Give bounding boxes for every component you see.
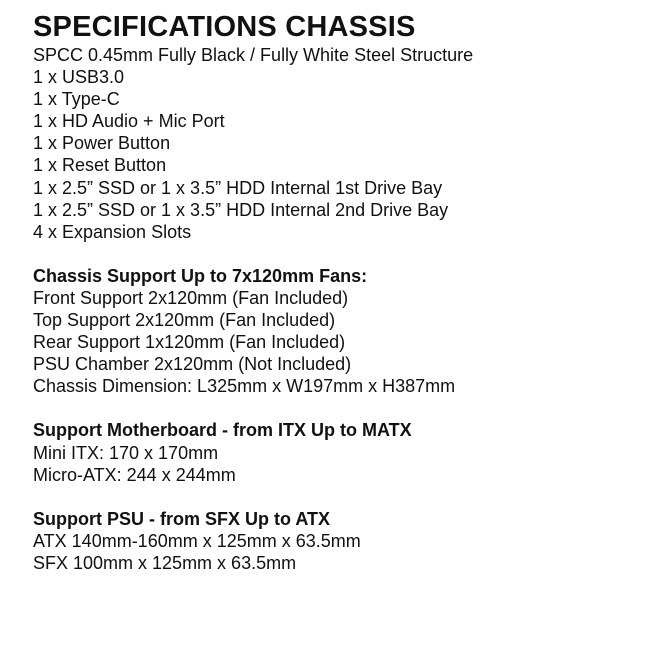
fans-section <box>33 265 633 398</box>
spec-line-usb: 1 x USB3.0 <box>33 67 125 88</box>
spec-line-drive-bay-1: 1 x 2.5” SSD or 1 x 3.5” HDD Internal 1st Drive Bay <box>33 177 443 198</box>
page-title: SPECIFICATIONS CHASSIS <box>33 11 416 43</box>
psu-heading: Support PSU - from SFX Up to ATX <box>33 508 330 529</box>
spec-line-audio: 1 x HD Audio + Mic Port <box>33 111 225 132</box>
motherboard-line-mini-itx: Mini ITX: 170 x 170mm <box>33 442 219 463</box>
motherboard-line-micro-atx: Micro-ATX: 244 x 244mm <box>33 464 236 485</box>
spec-document <box>33 10 633 574</box>
fans-heading: Chassis Support Up to 7x120mm Fans: <box>33 265 368 286</box>
spec-line-type-c: 1 x Type-C <box>33 89 120 110</box>
psu-section <box>33 508 633 574</box>
fan-line-psu-chamber: PSU Chamber 2x120mm (Not Included) <box>33 354 352 375</box>
chassis-dimension-line: Chassis Dimension: L325mm x W197mm x H387mm <box>33 376 456 397</box>
spec-line-expansion-slots: 4 x Expansion Slots <box>33 221 192 242</box>
fan-line-rear: Rear Support 1x120mm (Fan Included) <box>33 332 346 353</box>
spec-line-reset-button: 1 x Reset Button <box>33 155 167 176</box>
spec-line-drive-bay-2: 1 x 2.5” SSD or 1 x 3.5” HDD Internal 2nd Drive Bay <box>33 199 449 220</box>
psu-line-atx: ATX 140mm-160mm x 125mm x 63.5mm <box>33 530 361 551</box>
psu-line-sfx: SFX 100mm x 125mm x 63.5mm <box>33 552 297 573</box>
fan-line-front: Front Support 2x120mm (Fan Included) <box>33 287 349 308</box>
spec-line-power-button: 1 x Power Button <box>33 133 171 154</box>
general-specs-section <box>33 44 633 243</box>
motherboard-heading: Support Motherboard - from ITX Up to MATX <box>33 420 412 441</box>
motherboard-section <box>33 419 633 485</box>
fan-line-top: Top Support 2x120mm (Fan Included) <box>33 310 336 331</box>
spec-line-structure: SPCC 0.45mm Fully Black / Fully White Steel Structure <box>33 45 474 65</box>
